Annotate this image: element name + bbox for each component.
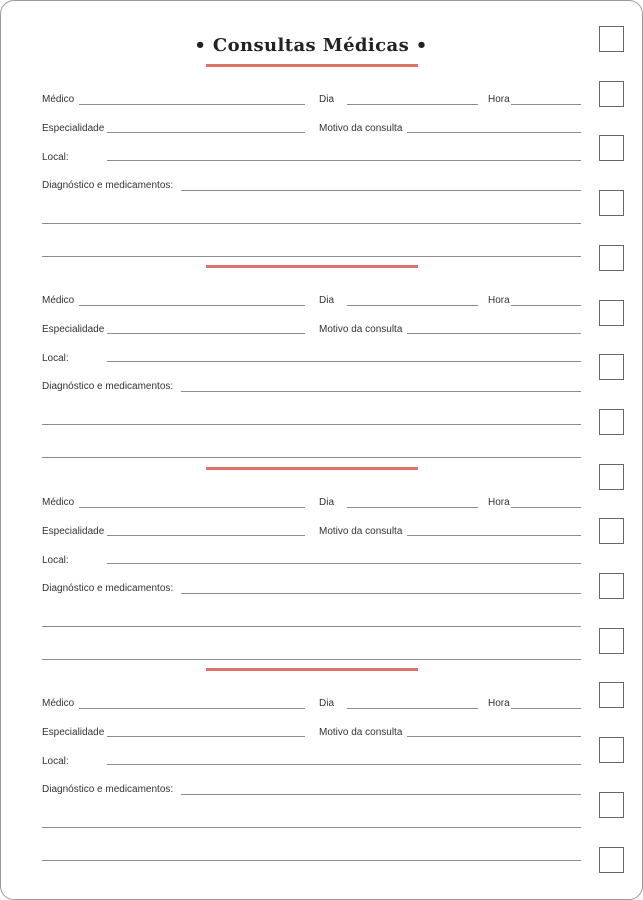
medico-field[interactable] (79, 507, 305, 508)
motivo-label: Motivo da consulta (319, 727, 403, 738)
especialidade-field[interactable] (107, 736, 305, 737)
local-label: Local: (42, 152, 69, 163)
hora-field[interactable] (511, 104, 581, 105)
medico-field[interactable] (79, 305, 305, 306)
checkbox[interactable] (599, 792, 624, 818)
especialidade-field[interactable] (107, 132, 305, 133)
checkbox[interactable] (599, 190, 624, 216)
checkbox[interactable] (599, 737, 624, 763)
checkbox[interactable] (599, 135, 624, 161)
diagnostico-extra-line[interactable] (42, 256, 581, 257)
dia-label: Dia (319, 295, 335, 306)
section-divider (206, 265, 418, 268)
medico-field[interactable] (79, 104, 305, 105)
medico-label: Médico (42, 698, 75, 709)
section-divider (206, 668, 418, 671)
page-title: • Consultas Médicas • (194, 35, 428, 56)
hora-label: Hora (488, 497, 510, 508)
local-field[interactable] (107, 563, 581, 564)
hora-label: Hora (488, 698, 510, 709)
medico-field[interactable] (79, 708, 305, 709)
local-field[interactable] (107, 361, 581, 362)
dia-label: Dia (319, 497, 335, 508)
diagnostico-extra-line[interactable] (42, 827, 581, 828)
hora-field[interactable] (511, 507, 581, 508)
especialidade-label: Especialidade (42, 526, 105, 537)
especialidade-label: Especialidade (42, 727, 105, 738)
dia-field[interactable] (347, 507, 478, 508)
checkbox[interactable] (599, 245, 624, 271)
local-label: Local: (42, 353, 69, 364)
diagnostico-extra-line[interactable] (42, 626, 581, 627)
checkbox[interactable] (599, 409, 624, 435)
motivo-label: Motivo da consulta (319, 526, 403, 537)
checkbox[interactable] (599, 464, 624, 490)
checkbox[interactable] (599, 81, 624, 107)
hora-label: Hora (488, 295, 510, 306)
medico-label: Médico (42, 295, 75, 306)
dia-label: Dia (319, 698, 335, 709)
diagnostico-field[interactable] (181, 794, 581, 795)
dia-field[interactable] (347, 305, 478, 306)
checkbox[interactable] (599, 300, 624, 326)
local-field[interactable] (107, 160, 581, 161)
checkbox[interactable] (599, 847, 624, 873)
diagnostico-label: Diagnóstico e medicamentos: (42, 784, 174, 795)
dia-label: Dia (319, 94, 335, 105)
checkbox[interactable] (599, 628, 624, 654)
section-divider (206, 467, 418, 470)
diagnostico-label: Diagnóstico e medicamentos: (42, 583, 174, 594)
especialidade-field[interactable] (107, 535, 305, 536)
diagnostico-extra-line[interactable] (42, 457, 581, 458)
diagnostico-extra-line[interactable] (42, 424, 581, 425)
especialidade-label: Especialidade (42, 324, 105, 335)
checkbox[interactable] (599, 682, 624, 708)
diagnostico-extra-line[interactable] (42, 659, 581, 660)
dia-field[interactable] (347, 104, 478, 105)
motivo-field[interactable] (407, 132, 581, 133)
diagnostico-field[interactable] (181, 391, 581, 392)
diagnostico-extra-line[interactable] (42, 223, 581, 224)
diagnostico-label: Diagnóstico e medicamentos: (42, 180, 174, 191)
checkbox[interactable] (599, 354, 624, 380)
checkbox[interactable] (599, 573, 624, 599)
especialidade-field[interactable] (107, 333, 305, 334)
hora-field[interactable] (511, 305, 581, 306)
local-field[interactable] (107, 764, 581, 765)
dia-field[interactable] (347, 708, 478, 709)
local-label: Local: (42, 756, 69, 767)
motivo-label: Motivo da consulta (319, 123, 403, 134)
diagnostico-label: Diagnóstico e medicamentos: (42, 381, 174, 392)
title-underline (206, 64, 418, 67)
diagnostico-extra-line[interactable] (42, 860, 581, 861)
local-label: Local: (42, 555, 69, 566)
motivo-field[interactable] (407, 736, 581, 737)
hora-label: Hora (488, 94, 510, 105)
especialidade-label: Especialidade (42, 123, 105, 134)
motivo-field[interactable] (407, 535, 581, 536)
checkbox[interactable] (599, 518, 624, 544)
medico-label: Médico (42, 94, 75, 105)
medico-label: Médico (42, 497, 75, 508)
diagnostico-field[interactable] (181, 190, 581, 191)
diagnostico-field[interactable] (181, 593, 581, 594)
hora-field[interactable] (511, 708, 581, 709)
motivo-label: Motivo da consulta (319, 324, 403, 335)
motivo-field[interactable] (407, 333, 581, 334)
checkbox[interactable] (599, 26, 624, 52)
